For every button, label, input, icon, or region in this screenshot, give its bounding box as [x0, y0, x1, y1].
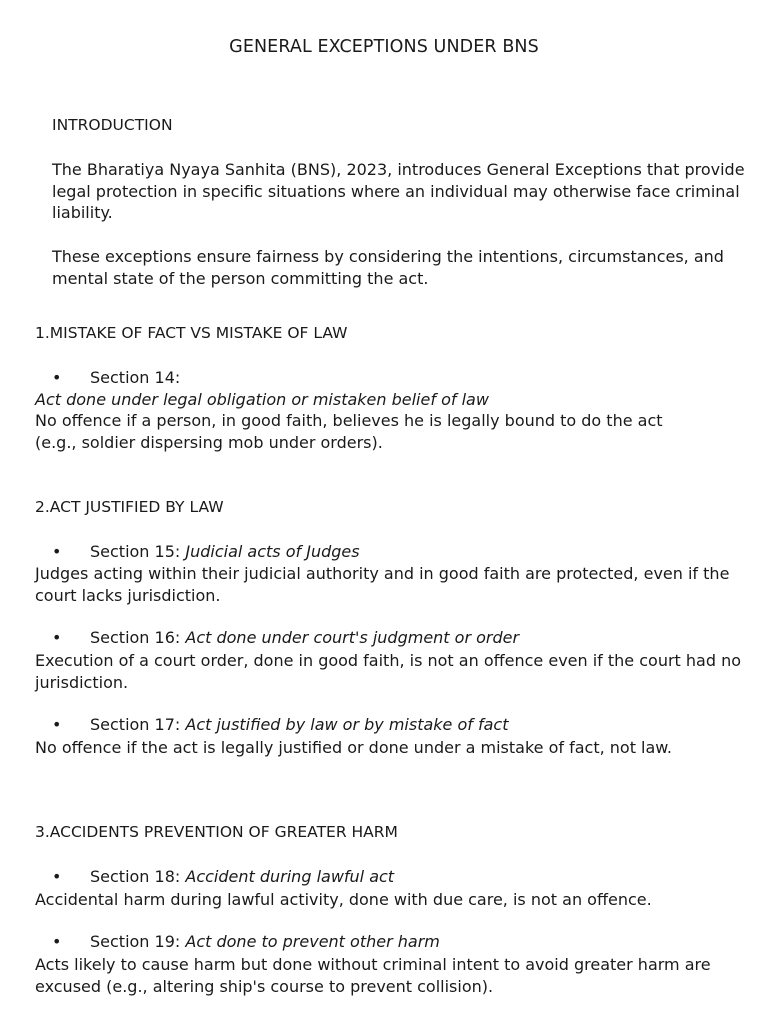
section-18-body [35, 889, 652, 911]
bullet-section-19 [35, 932, 440, 951]
introduction-paragraph-2 [52, 246, 732, 289]
bullet-icon: • [52, 715, 62, 734]
bullet-section-16 [35, 628, 519, 647]
text-line: These exceptions ensure fairness by considering the intentions, circumstances, and [52, 247, 724, 266]
section-label: Section 17: [90, 715, 181, 734]
text-line: excused (e.g., altering ship's course to prevent collision). [35, 977, 494, 996]
bullet-icon: • [52, 542, 62, 561]
introduction-paragraph-1 [52, 159, 745, 224]
text-line: Judges acting within their judicial authority and in good faith are protected, even if the [35, 564, 730, 583]
section-heading-3: 3.ACCIDENTS PREVENTION OF GREATER HARM [35, 823, 398, 841]
bullet-icon: • [52, 932, 62, 951]
section-title: Act justified by law or by mistake of fact [185, 715, 509, 734]
section-label: Section 15: [90, 542, 181, 561]
text-line: legal protection in specific situations where an individual may otherwise face criminal [52, 181, 740, 201]
bullet-section-15 [35, 542, 360, 561]
bullet-icon: • [52, 867, 62, 886]
text-line: Acts likely to cause harm but done without criminal intent to avoid greater harm are [35, 955, 711, 974]
section-label: Section 14: [90, 368, 181, 387]
bullet-section-17 [35, 715, 509, 734]
section-label: Section 18: [90, 867, 181, 886]
bullet-icon: • [52, 628, 62, 647]
section-title: Judicial acts of Judges [185, 542, 360, 561]
text-line: jurisdiction. [35, 673, 129, 692]
section-heading-1: 1.MISTAKE OF FACT VS MISTAKE OF LAW [35, 324, 348, 342]
section-16-body [35, 650, 741, 694]
section-title: Act done to prevent other harm [185, 932, 440, 951]
section-17-body [35, 737, 672, 759]
bullet-icon: • [52, 368, 62, 387]
document-title: GENERAL EXCEPTIONS UNDER BNS [229, 37, 539, 57]
text-line: liability. [52, 203, 113, 222]
section-heading-2: 2.ACT JUSTIFIED BY LAW [35, 498, 224, 516]
text-line: No offence if the act is legally justified or done under a mistake of fact, not law. [35, 738, 673, 757]
section-15-body [35, 563, 729, 607]
section-label: Section 19: [90, 932, 181, 951]
text-line: mental state of the person committing the act. [52, 268, 429, 288]
text-line: The Bharatiya Nyaya Sanhita (BNS), 2023, introduces General Exceptions that provide [52, 160, 745, 179]
section-title: Act done under court's judgment or order [185, 628, 520, 647]
section-title: Accident during lawful act [185, 867, 395, 886]
section-label: Section 16: [90, 628, 181, 647]
text-line: court lacks jurisdiction. [35, 586, 221, 605]
section-14-body [35, 410, 663, 454]
text-line: Execution of a court order, done in good faith, is not an offence even if the court had no [35, 651, 742, 670]
text-line: Accidental harm during lawful activity, done with due care, is not an offence. [35, 890, 652, 909]
text-line: No offence if a person, in good faith, believes he is legally bound to do the act [35, 411, 663, 430]
text-line: (e.g., soldier dispersing mob under orders). [35, 433, 383, 452]
section-14-title: Act done under legal obligation or mistaken belief of law [35, 390, 489, 409]
bullet-section-14 [35, 368, 180, 387]
bullet-section-18 [35, 867, 394, 886]
introduction-heading: INTRODUCTION [52, 116, 173, 134]
section-19-body [35, 954, 711, 998]
